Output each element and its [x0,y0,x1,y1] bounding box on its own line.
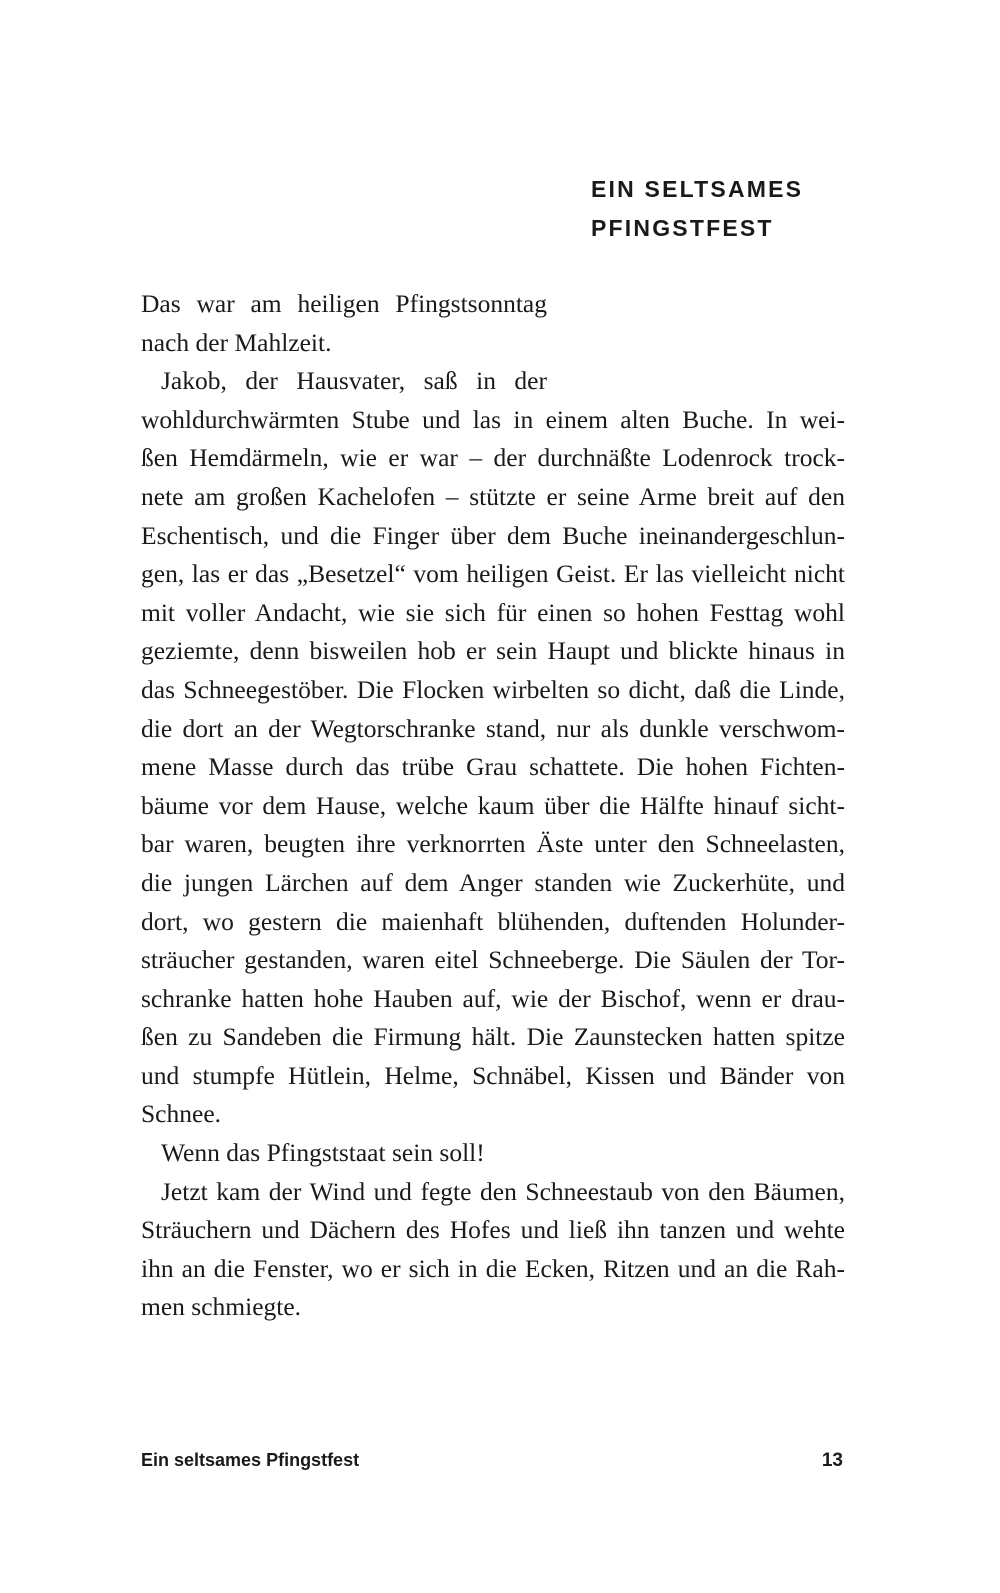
text-line: und stumpfe Hütlein, Helme, Schnäbel, Kissen und Bänder von [141,1060,845,1090]
text-line: das Schneegestöber. Die Flocken wirbelten so dicht, daß die Linde, [141,674,845,704]
text-line: Eschentisch, und die Finger über dem Buche ineinandergeschlun- [141,520,845,550]
text-line: wohldurchwärmten Stube und las in einem alten Buche. In wei- [141,404,845,434]
text-line: mene Masse durch das trübe Grau schattete. Die hohen Fichten- [141,752,845,782]
text-line: Schnee. [141,1099,222,1129]
text-line: ßen zu Sandeben die Firmung hält. Die Zaunstecken hatten spitze [141,1022,845,1052]
text-line: ihn an die Fenster, wo er sich in die Ecken, Ritzen und an die Rah- [141,1253,845,1283]
text-line: dort, wo gestern die maienhaft blühenden, duftenden Holunder- [141,906,845,936]
text-line: mit voller Andacht, wie sie sich für einen so hohen Festtag wohl [141,597,845,627]
text-line: Jetzt kam der Wind und fegte den Schneestaub von den Bäumen, [161,1176,845,1206]
text-line: schranke hatten hohe Hauben auf, wie der Bischof, wenn er drau- [141,983,845,1013]
text-line: geziemte, denn bisweilen hob er sein Haupt und blickte hinaus in [141,636,845,666]
text-line: sträucher gestanden, waren eitel Schneeberge. Die Säulen der Tor- [141,945,845,975]
text-line: men schmiegte. [141,1292,302,1322]
text-line: nete am großen Kachelofen – stützte er seine Arme breit auf den [141,481,845,511]
chapter-title-line-1: EIN SELTSAMES [591,176,804,202]
chapter-title [591,170,921,248]
text-line: bar waren, beugten ihre verknorrten Äste unter den Schneelasten, [141,829,845,859]
text-line: bäume vor dem Hause, welche kaum über die Hälfte hinauf sicht- [141,790,845,820]
chapter-title-line-2: PFINGSTFEST [591,215,774,241]
page-number: 13 [821,1450,843,1471]
text-line: gen, las er das „Besetzel“ vom heiligen Geist. Er las vielleicht nicht [141,559,845,589]
text-line: Das war am heiligen Pfingstsonntag [141,289,547,318]
running-title: Ein seltsames Pfingstfest [141,1450,360,1470]
body-text [141,285,845,1327]
text-line: die jungen Lärchen auf dem Anger standen wie Zuckerhüte, und [141,867,845,897]
text-line: Jakob, der Hausvater, saß in der [161,366,547,396]
text-line: Sträuchern und Dächern des Hofes und ließ ihn tanzen und wehte [141,1215,845,1245]
text-line: nach der Mahlzeit. [141,327,332,357]
text-line: ßen Hemdärmeln, wie er war – der durchnäßte Lodenrock trock- [141,443,845,473]
text-line: Wenn das Pfingststaat sein soll! [161,1138,485,1168]
text-line: die dort an der Wegtorschranke stand, nur als dunkle verschwom- [141,713,845,743]
